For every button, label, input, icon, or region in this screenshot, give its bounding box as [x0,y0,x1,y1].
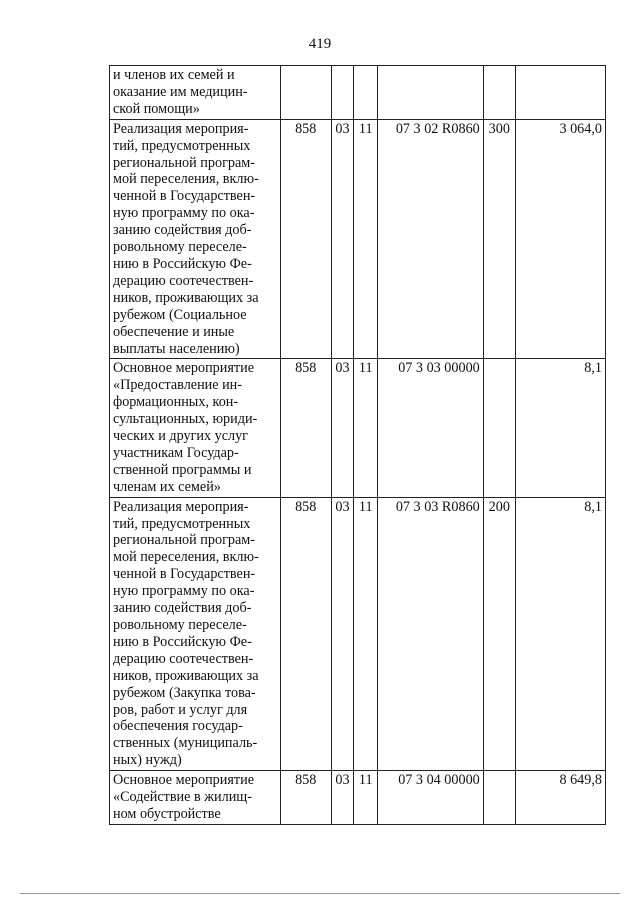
cell-subsection-code: 11 [354,359,378,497]
description-line: участникам Государ- [113,444,239,461]
cell-expense-type [483,359,515,497]
table-row [110,497,606,771]
description-line: ровольному переселе- [113,617,247,633]
description-line: ников, проживающих за [113,289,259,306]
description-line: ровольному переселе- [113,239,247,256]
page-number: 419 [308,36,332,52]
description-line: ную программу по ока- [113,205,255,222]
cell-amount [515,66,605,120]
cell-subsection-code: 11 [354,497,378,771]
cell-description [110,771,281,825]
budget-table-body [110,66,606,825]
description-line: ных) нужд) [113,752,182,769]
table-row [110,66,606,120]
description-line: сультационных, юриди- [113,411,258,428]
cell-section-code: 03 [331,119,354,359]
description-line: нию в Российскую Фе- [113,255,252,272]
footer-divider [20,893,620,894]
cell-grbs-code: 858 [280,771,331,825]
description-line: Реализация мероприя- [113,498,249,515]
table-row [110,359,606,497]
cell-section-code: 03 [331,359,354,497]
description-line: Реализация мероприя- [113,120,249,137]
cell-description [110,119,281,359]
cell-amount: 8,1 [515,359,605,497]
cell-target-article: 07 3 03 R0860 [378,497,484,771]
description-line: рубежом (Закупка това- [113,684,256,701]
cell-description [110,359,281,497]
cell-section-code: 03 [331,497,354,771]
description-line: обеспечение и иные [113,323,235,340]
cell-section-code [331,66,354,120]
cell-section-code: 03 [331,771,354,825]
description-line: ную программу по ока- [113,583,255,600]
description-line: ской помощи» [113,100,200,117]
table-row [110,771,606,825]
description-line: ченной в Государствен- [113,188,256,205]
description-line: нию в Российскую Фе- [113,633,252,650]
description-line: ственной программы и [113,461,252,478]
description-line: региональной програм- [113,532,255,549]
cell-grbs-code: 858 [280,119,331,359]
description-line: дерацию соотечествен- [113,272,254,289]
cell-expense-type: 200 [483,497,515,771]
description-line: ческих и других услуг [113,428,249,445]
description-line: «Содействие в жилищ- [113,789,252,806]
budget-table [109,65,606,825]
cell-target-article: 07 3 04 00000 [378,771,484,825]
description-line: Основное мероприятие [113,772,254,789]
description-line: ченной в Государствен- [113,566,256,583]
cell-target-article: 07 3 02 R0860 [378,119,484,359]
cell-expense-type [483,66,515,120]
cell-target-article [378,66,484,120]
description-line: Основное мероприятие [113,360,254,377]
cell-grbs-code [280,66,331,120]
description-line: оказание им медицин- [113,83,248,100]
cell-subsection-code: 11 [354,119,378,359]
description-line: мой переселения, вклю- [113,171,259,188]
description-line: занию содействия доб- [113,600,252,617]
cell-description [110,497,281,771]
cell-amount: 8 649,8 [515,771,605,825]
description-line: ров, работ и услуг для [113,701,248,718]
description-line: рубежом (Социальное [113,306,247,323]
table-row [110,119,606,359]
cell-expense-type: 300 [483,119,515,359]
cell-grbs-code: 858 [280,497,331,771]
description-line: региональной програм- [113,154,255,171]
cell-description [110,66,281,120]
description-line: мой переселения, вклю- [113,549,259,566]
description-line: тий, предусмотренных [113,137,251,154]
cell-amount: 8,1 [515,497,605,771]
description-line: дерацию соотечествен- [113,650,254,667]
description-line: ников, проживающих за [113,667,259,684]
description-line: формационных, кон- [113,394,239,411]
cell-amount: 3 064,0 [515,119,605,359]
cell-subsection-code: 11 [354,771,378,825]
cell-target-article: 07 3 03 00000 [378,359,484,497]
description-line: выплаты населению) [113,340,240,357]
description-line: «Предоставление ин- [113,377,243,394]
description-line: и членов их семей и [113,67,235,83]
cell-grbs-code: 858 [280,359,331,497]
description-line: занию содействия доб- [113,222,252,239]
description-line: обеспечения государ- [113,718,243,735]
cell-expense-type [483,771,515,825]
description-line: ном обустройстве [113,805,221,822]
description-line: членам их семей» [113,478,221,495]
cell-subsection-code [354,66,378,120]
description-line: тий, предусмотренных [113,515,251,532]
description-line: ственных (муниципаль- [113,735,258,752]
